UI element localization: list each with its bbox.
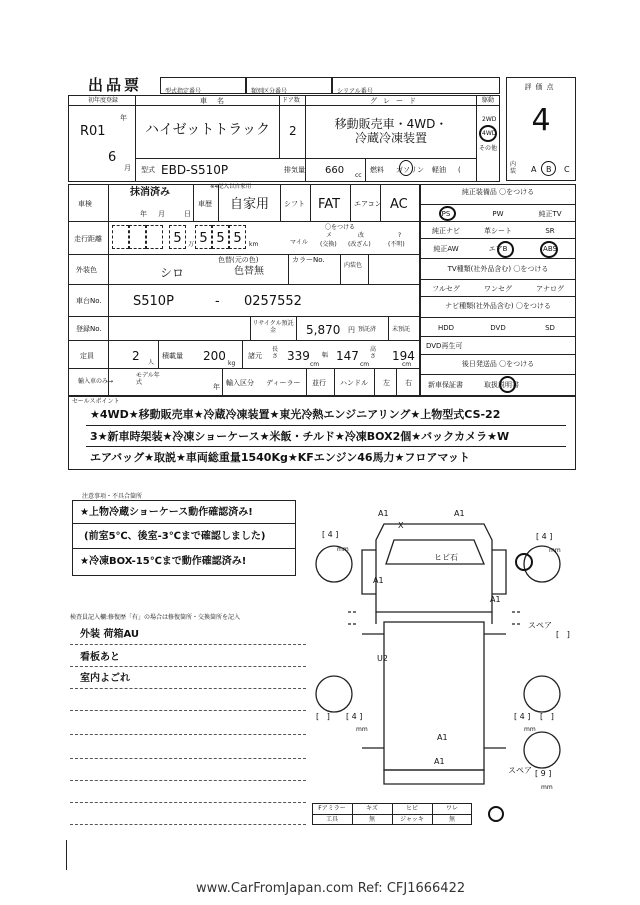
tools-value-1: 工具: [325, 816, 338, 823]
note-line-2: (前室5℃、後室-3℃まで確認しました): [84, 531, 266, 542]
diagram-mark-a1-right: A1: [490, 595, 501, 604]
cab-outline: [376, 524, 492, 612]
tools-value-3: ジャッキ: [400, 816, 424, 823]
model-year-label: モデル年式: [136, 372, 160, 386]
inspector-rule-4: [70, 710, 306, 711]
chassis-dash: -: [215, 294, 220, 309]
fuel-label: 燃料: [370, 166, 384, 174]
docs-warranty: 新車保証書: [428, 381, 463, 389]
insp-div-2: [218, 184, 219, 222]
height-label: 高さ: [370, 346, 377, 360]
tire-depth-front-right-value: 4: [541, 532, 547, 541]
exterior-color-value: シロ: [160, 266, 185, 280]
dims-label: 諸元: [248, 352, 262, 360]
spare-depth: [ 9 ]: [535, 769, 552, 778]
docs-title: 後日発送品 〇をつける: [420, 360, 576, 375]
cc-value: 660: [325, 165, 345, 176]
color-no-label: カラーNo.: [292, 256, 325, 264]
chassis-number: 0257552: [244, 294, 302, 309]
inspector-rule-3: [70, 688, 306, 689]
note-line-3: ★冷凍BOX-15℃まで動作確認済み!: [80, 556, 247, 567]
insp-div-3: [280, 184, 281, 222]
diagram-mark-a1-bottom: A1: [434, 757, 445, 766]
color-div-3: [368, 255, 369, 285]
mileage-mark-3: ?: [398, 232, 402, 239]
exterior-color-label: 外装色: [76, 266, 97, 274]
inspection-label: 車検: [78, 200, 92, 208]
import-div-4: [374, 369, 375, 396]
width-value: 147: [336, 349, 359, 363]
footer-watermark: [196, 882, 465, 896]
mileage-digit-1: [112, 225, 129, 249]
mileage-unit-man: 万: [188, 241, 195, 248]
fuel-other: (: [458, 166, 461, 174]
inspector-label: 検査員記入欄:修復歴「有」の場合は修復箇所・交換箇所を記入: [70, 614, 241, 621]
reg-no-label: 登録No.: [76, 325, 102, 333]
drive-4wd-circle: [479, 125, 497, 142]
load-value: 200: [203, 349, 226, 363]
recycle-unit: 円: [348, 326, 355, 334]
sheet-title: 出品票: [88, 76, 143, 94]
inspection-month-unit: 月: [158, 210, 165, 218]
inspector-rule-7: [70, 780, 306, 781]
equip-aw: 純正AW: [433, 245, 459, 253]
color-div-1: [288, 255, 289, 285]
mileage-opt-mile: マイル: [290, 239, 308, 246]
equip-leather: 革シート: [484, 227, 512, 235]
interior-b: B: [546, 165, 552, 174]
row1-fuel-div: [365, 158, 366, 182]
insp-div-5: [350, 184, 351, 222]
tire-depth-rear-right-value: 4: [519, 712, 525, 721]
equip-ps-circle: [439, 206, 456, 221]
interior-color-label: 内装色: [344, 262, 363, 269]
row1-div-4: [476, 95, 477, 182]
drive-2wd: 2WD: [482, 116, 497, 123]
drive-4wd: 4WD: [482, 130, 497, 137]
mileage-opt-tamper: (改ざん): [348, 241, 371, 248]
grade-line-2: 冷蔵冷凍装置: [354, 131, 427, 145]
footer-ref-label: Ref:: [357, 881, 383, 896]
car-name-value: ハイゼットトラック: [145, 122, 271, 138]
recycle-label: リサイクル預託金: [252, 320, 294, 334]
mileage-opt-swap: (交換): [320, 241, 337, 248]
handle-right: 右: [405, 379, 412, 387]
first-reg-month-unit: 月: [124, 164, 131, 172]
equip-ps: PS: [441, 210, 451, 218]
mileage-digit-6: 5: [212, 225, 229, 249]
model-year-unit: 年: [213, 383, 220, 391]
fuel-diesel: 軽油: [432, 166, 446, 174]
history-label: 車歴: [198, 200, 212, 208]
capacity-unit: 人: [148, 359, 155, 366]
nav-dvd: DVD: [490, 324, 506, 332]
tv-oneseg: ワンセグ: [484, 285, 512, 293]
inspector-line-1: 外装 荷箱AU: [80, 629, 140, 640]
width-unit: cm: [360, 361, 370, 368]
score-value: 4: [531, 103, 551, 138]
tools-header-4: ワレ: [445, 805, 458, 812]
equip-sr: SR: [545, 227, 555, 235]
type-value: EBD-S510P: [161, 163, 229, 177]
recycle-not-deposited: 未預託: [392, 326, 411, 333]
fuel-gasoline-circle: [399, 160, 413, 176]
tire-unit-front-right: mm: [549, 547, 561, 554]
inspector-line-2: 看板あと: [80, 652, 120, 663]
footer-site: www.CarFromJapan.com: [196, 881, 354, 896]
spare-depth-value: 9: [540, 769, 546, 778]
sales-point-line-1: ★4WD★移動販売車★冷蔵冷凍装置★東光冷熱エンジニアリング★上物型式CS-22: [90, 408, 501, 421]
equip-abs-circle: [540, 241, 558, 258]
rear-bumper: [384, 770, 484, 784]
import-label: 輸入車のみ→: [78, 378, 114, 385]
row1-sub-line: [135, 158, 476, 159]
interior-a: A: [531, 165, 537, 174]
length-unit: cm: [310, 361, 320, 368]
grade-label: グレード: [370, 97, 422, 105]
shift-label: シフト: [284, 200, 305, 208]
equip-abs: ABS: [543, 245, 557, 253]
mileage-unit-km: km: [249, 241, 259, 248]
tire-depth-rear-left-value: 4: [351, 712, 357, 721]
inspection-day-unit: 日: [184, 210, 191, 218]
tire-unit-front-left: mm: [337, 546, 349, 553]
reg-div-1: [250, 317, 251, 341]
mileage-digit-7: 5: [229, 225, 246, 249]
tire-depth-front-left: [ 4 ]: [322, 530, 339, 539]
bed-outline: [384, 622, 484, 770]
first-reg-year-unit: 年: [120, 114, 127, 122]
import-dealer: ディーラー: [266, 379, 301, 387]
insp-div-4: [310, 184, 311, 222]
car-name-label: 車名: [200, 97, 234, 105]
tv-title: TV種類(社外品含む) 〇をつける: [420, 265, 576, 280]
width-label: 幅: [322, 352, 329, 359]
height-unit: cm: [402, 361, 412, 368]
import-div-5: [396, 369, 397, 396]
sales-line-rule-2: [86, 446, 566, 447]
inspector-rule-9: [70, 824, 306, 825]
dvd-row: [420, 337, 576, 355]
color-change-label: 色替(元の色): [218, 256, 259, 264]
tire-depth-front-left-value: 4: [327, 530, 333, 539]
header-box-class-code: [246, 77, 332, 94]
doors-label: ドア数: [282, 97, 300, 104]
tv-fullseg: フルセグ: [432, 285, 460, 293]
car-damage-diagram: [306, 500, 576, 800]
tools-header-1: Fアミラー: [318, 805, 346, 812]
interior-c: C: [564, 165, 570, 174]
diagram-mark-a1-left: A1: [373, 576, 384, 585]
footer-ref: CFJ1666422: [386, 881, 466, 896]
length-label: 長さ: [272, 346, 279, 360]
import-class-label: 輸入区分: [226, 379, 254, 387]
type-label: 型式: [141, 166, 155, 174]
inspector-line-3: 室内よごれ: [80, 673, 130, 684]
equipment-title: 純正装備品 〇をつける: [420, 188, 576, 205]
nav-hdd: HDD: [437, 324, 455, 332]
class-code-label: 類別区分番号: [251, 88, 288, 95]
docs-manual-circle: [499, 376, 516, 393]
dvd-play-label: DVD再生可: [426, 342, 463, 350]
dims-div-2: [242, 341, 243, 369]
length-value: 339: [287, 349, 310, 363]
dims-div-1: [158, 341, 159, 369]
nav-sd: SD: [545, 324, 555, 332]
reg-div-3: [388, 317, 389, 341]
spare-label-bottom: スペア: [508, 766, 532, 775]
tire-unit-rear-left: mm: [356, 726, 368, 733]
tire-unit-rear-right: mm: [524, 726, 536, 733]
handle-left: 左: [383, 379, 390, 387]
color-div-2: [340, 255, 341, 285]
inspector-rule-8: [70, 802, 306, 803]
note-line-1: ★上物冷蔵ショーケース動作確認済み!: [80, 507, 253, 518]
first-reg-month: 6: [108, 150, 117, 165]
tools-circle: [488, 806, 504, 822]
history-value: 自家用: [230, 197, 270, 212]
tire-rear-right: [524, 676, 560, 712]
margin-line: [66, 840, 67, 870]
inspector-rule-1: [70, 644, 306, 645]
sales-points-label: セールスポイント: [72, 398, 120, 405]
spare-bracket-top: [ ]: [556, 630, 570, 639]
header-box-serial: [332, 77, 500, 94]
mileage-digit-4: 5: [169, 225, 186, 249]
insp-div-1: [193, 184, 194, 222]
shift-value: FAT: [318, 197, 341, 212]
diagram-mark-u2: U2: [377, 654, 388, 663]
mileage-mark-2: 改: [358, 232, 365, 239]
diagram-mark-a1-rear: A1: [437, 733, 448, 742]
insp-div-6: [380, 184, 381, 222]
mileage-digit-2: [129, 225, 146, 249]
capacity-value: 2: [132, 349, 140, 363]
doors-value: 2: [289, 124, 297, 138]
tools-value-2: 無: [368, 816, 375, 823]
tire-rear-left: [316, 676, 352, 712]
tire-bracket-right-1: [ ]: [540, 712, 554, 721]
diagram-mark-x: X: [398, 521, 404, 530]
serial-label: シリアル番号: [337, 88, 373, 95]
reg-div-2: [296, 317, 297, 341]
equip-pw: PW: [492, 210, 504, 218]
sales-line-rule-1: [86, 425, 566, 426]
tv-analog: アナログ: [536, 285, 564, 293]
cc-unit: cc: [355, 172, 362, 179]
mileage-mark-1: メ: [326, 232, 333, 239]
ac-label: エアコン: [354, 200, 382, 208]
nav-title: ナビ種類(社外品含む) 〇をつける: [420, 302, 576, 318]
handle-label: ハンドル: [340, 379, 368, 387]
tire-bracket-left-1: [ ]: [316, 712, 330, 721]
tire-spare: [524, 732, 560, 768]
equip-airbag: エアB: [488, 245, 508, 253]
tools-header-2: キズ: [366, 805, 378, 812]
recycle-value: 5,870: [306, 323, 341, 337]
equip-tv: 純正TV: [538, 210, 562, 218]
ac-value: AC: [390, 197, 408, 212]
tire-depth-rear-right: [ 4 ]: [514, 712, 531, 721]
drive-label: 駆動: [482, 97, 495, 104]
model-code-label: 型式指定番号: [165, 88, 202, 95]
cc-label: 排気量: [284, 166, 305, 174]
spare-unit: mm: [541, 784, 553, 791]
tire-depth-rear-left: [ 4 ]: [346, 712, 363, 721]
grade-line-1: 移動販売車・4WD・: [334, 117, 448, 131]
row1-div-2: [279, 95, 280, 158]
load-label: 積載量: [162, 352, 183, 360]
height-value: 194: [392, 349, 415, 363]
inspection-year-unit: 年: [140, 210, 147, 218]
inspector-rule-5: [70, 734, 306, 735]
import-parallel: 並行: [312, 379, 326, 387]
color-change-value: 色替無: [234, 266, 264, 277]
mileage-label: 走行距離: [74, 235, 102, 243]
mileage-digit-3: [146, 225, 163, 249]
score-label: 評価点: [524, 83, 558, 91]
fuel-gasoline: ガソリン: [396, 166, 424, 174]
equip-airbag-circle: [497, 241, 514, 258]
inspector-rule-2: [70, 666, 306, 667]
capacity-label: 定員: [80, 352, 94, 360]
diagram-mark-a1-top-left: A1: [378, 509, 389, 518]
inspector-rule-6: [70, 758, 306, 759]
notes-label: 注意事項・不具合箇所: [82, 493, 143, 500]
mileage-opt-unknown: (不明): [388, 241, 405, 248]
chassis-prefix: S510P: [133, 294, 174, 309]
mileage-digit-5: 5: [195, 225, 212, 249]
recycle-deposited: 預託済: [358, 326, 377, 333]
notes-rule-2: [72, 548, 296, 549]
tools-header-3: ヒビ: [405, 805, 418, 812]
diagram-mark-chip: ヒビ石: [434, 553, 458, 562]
mileage-odometer: [112, 225, 282, 249]
sales-point-line-3: エアバッグ★取説★車両総重量1540Kg★KFエンジン46馬力★フロアマット: [90, 451, 470, 464]
interior-label: 内装: [510, 161, 517, 175]
import-div-2: [306, 369, 307, 396]
row1-div-1: [135, 95, 136, 182]
tools-value-4: 無: [448, 816, 455, 823]
sales-point-line-2: 3★新車時架装★冷凍ショーケース★米飯・チルド★冷凍BOX2個★バックカメラ★W: [90, 430, 510, 443]
inspection-value: 抹消済み: [130, 187, 170, 198]
import-div-1: [222, 369, 223, 396]
load-unit: kg: [228, 360, 236, 367]
first-reg-era: R01: [80, 124, 106, 139]
import-div-3: [334, 369, 335, 396]
equip-navi: 純正ナビ: [432, 227, 460, 235]
tire-depth-front-right: [ 4 ]: [536, 532, 553, 541]
header-box-model-code: [160, 77, 246, 94]
spare-label-top: スペア: [528, 621, 552, 630]
drive-other: その他: [479, 145, 498, 152]
chassis-label: 車台No.: [76, 297, 102, 305]
notes-rule-1: [72, 523, 296, 524]
interior-b-circle: [541, 161, 556, 176]
docs-manual: 取扱説明書: [484, 381, 519, 389]
first-reg-label: 初年度登録: [88, 97, 119, 104]
mileage-note: 〇をつける: [325, 224, 356, 231]
inspection-note: ※4記入以自家用: [210, 184, 252, 190]
diagram-mark-a1-top-right: A1: [454, 509, 465, 518]
